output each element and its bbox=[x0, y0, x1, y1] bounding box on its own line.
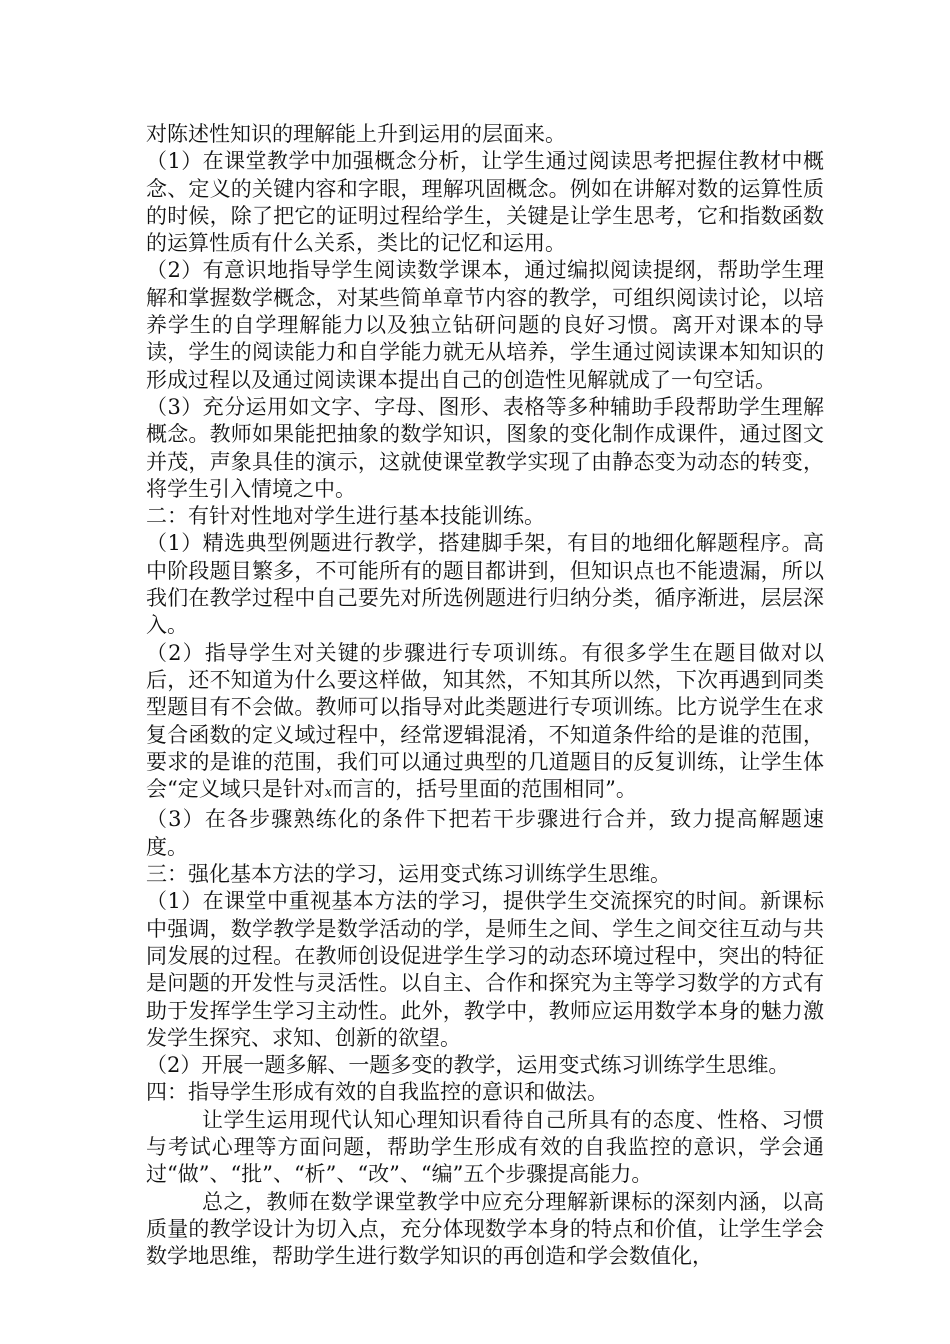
paragraph-intro: 对陈述性知识的理解能上升到运用的层面来。 bbox=[146, 122, 566, 146]
paragraph-3-1: （1）在课堂中重视基本方法的学习，提供学生交流探究的时间。新课标中强调，数学教学是数学活动的学，是师生之间、学生之间交往互动与共同发展的过程。在教师创设促进学生学习的动态环境过程中，突出的特征是问题的开发性与灵活性。以自主、合作和探究为主等学习数学的方式有助于发挥学生学习主动性。此外，教学中，教师应运用数学本身的魅力激发学生探究、求知、创新的欲望。 bbox=[146, 889, 824, 1050]
section-heading-2: 二：有针对性地对学生进行基本技能训练。 bbox=[146, 504, 545, 529]
paragraph-1-2: （2）有意识地指导学生阅读数学课本，通过编拟阅读提纲，帮助学生理解和掌握数学概念，对某些简单章节内容的教学，可组织阅读讨论，以培养学生的自学理解能力以及独立钻研问题的良好习惯。离开对课本的导读，学生的阅读能力和自学能力就无从培养，学生通过阅读课本知知识的形成过程以及通过阅读课本提出自己的创造性见解就成了一句空话。 bbox=[146, 258, 824, 392]
paragraph-2-1: （1）精选典型例题进行教学，搭建脚手架，有目的地细化解题程序。高中阶段题目繁多，不可能所有的题目都讲到，但知识点也不能遗漏，所以我们在教学过程中自己要先对所选例题进行归纳分类，循序渐进，层层深入。 bbox=[146, 531, 824, 638]
paragraph-2-2-text-after: 而言的，括号里面的范围相同”。 bbox=[332, 777, 637, 802]
paragraph-3-2: （2）开展一题多解、一题多变的教学，运用变式练习训练学生思维。 bbox=[146, 1053, 790, 1078]
section-heading-4: 四：指导学生形成有效的自我监控的意识和做法。 bbox=[146, 1080, 608, 1105]
variable-x: x bbox=[324, 785, 333, 801]
section-heading-3: 三：强化基本方法的学习，运用变式练习训练学生思维。 bbox=[146, 862, 671, 887]
paragraph-1-3: （3）充分运用如文字、字母、图形、表格等多种辅助手段帮助学生理解概念。教师如果能把抽象的数学知识，图象的变化制作成课件，通过图文并茂，声象具佳的演示，这就使课堂教学实现了由静态变为动态的转变，将学生引入情境之中。 bbox=[146, 394, 824, 501]
paragraph-2-2 bbox=[146, 640, 824, 807]
document-page bbox=[146, 121, 824, 1270]
paragraph-1-1: （1）在课堂教学中加强概念分析，让学生通过阅读思考把握住教材中概念、定义的关键内容和字眼，理解巩固概念。例如在讲解对数的运算性质的时候，除了把它的证明过程给学生，关键是让学生思考，它和指数函数的运算性质有什么关系，类比的记忆和运用。 bbox=[146, 149, 824, 256]
paragraph-2-2-text-before: （2）指导学生对关键的步骤进行专项训练。有很多学生在题目做对以后，还不知道为什么要这样做，知其然，不知其所以然，下次再遇到同类型题目有不会做。教师可以指导对此类题进行专项训练。比方说学生在求复合函数的定义域过程中，经常逻辑混淆，不知道条件给的是谁的范围，要求的是谁的范围，我们可以通过典型的几道题目的反复训练，让学生体会“定义域只是针对 bbox=[146, 640, 824, 802]
paragraph-4-body: 让学生运用现代认知心理知识看待自己所具有的态度、性格、习惯与考试心理等方面问题，帮助学生形成有效的自我监控的意识，学会通过“做”、“批”、“析”、“改”、“编”五个步骤提高能力。 bbox=[146, 1107, 824, 1187]
paragraph-2-3: （3）在各步骤熟练化的条件下把若干步骤进行合并，致力提高解题速度。 bbox=[146, 807, 824, 859]
paragraph-conclusion: 总之，教师在数学课堂教学中应充分理解新课标的深刻内涵，以高质量的教学设计为切入点，充分体现数学本身的特点和价值，让学生学会数学地思维，帮助学生进行数学知识的再创造和学会数值化， bbox=[146, 1189, 824, 1269]
